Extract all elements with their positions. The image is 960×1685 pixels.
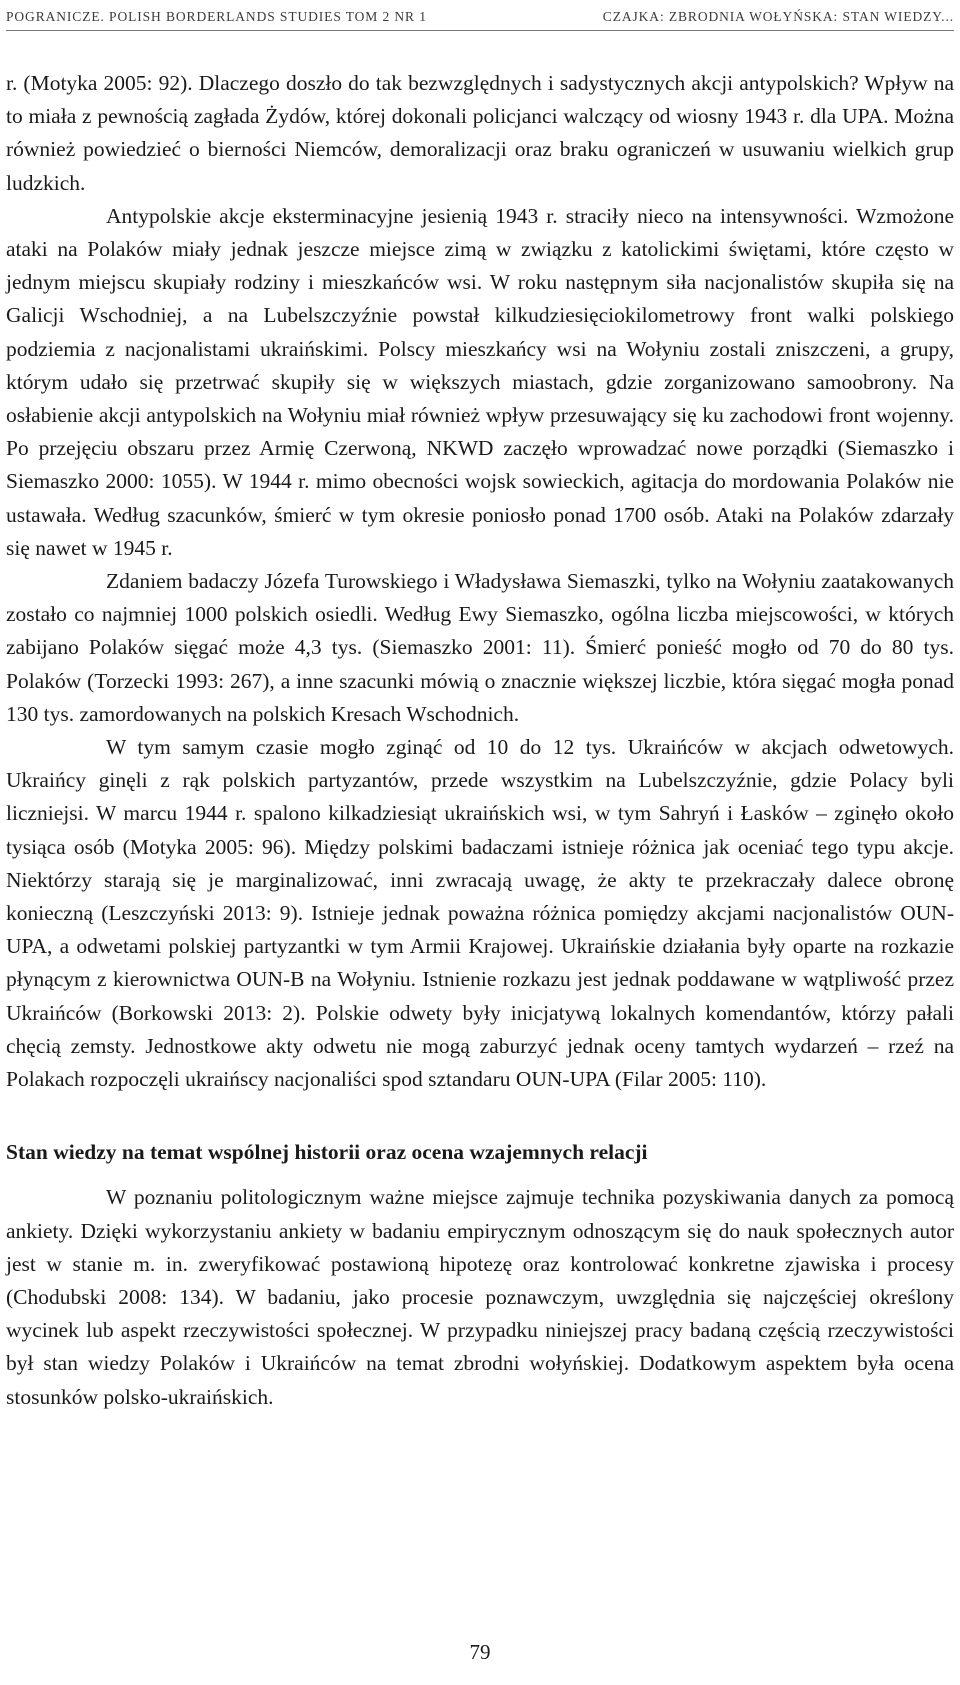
paragraph: W tym samym czasie mogło zginąć od 10 do 12 tys. Ukraińców w akcjach odwetowych. Ukraińcy ginęli z rąk polskich partyzantów, przede wszystkim na Lubelszczyźnie, gdzie Polacy byli liczniejsi. W marcu 1944 r. spalono kilkadziesiąt ukraińskich wsi, w tym Sahryń i Łasków – zginęło około tysiąca osób (Motyka 2005: 96). Między polskimi badaczami istnieje różnica jak oceniać tego typu akcje. Niektórzy starają się je marginalizować, inni zwracają uwagę, że akty te przekraczały dalece obronę konieczną (Leszczyński 2013: 9). Istnieje jednak poważna różnica pomiędzy akcjami nacjonalistów OUN-UPA, a odwetami polskiej partyzantki w tym Armii Krajowej. Ukraińskie działania były oparte na rozkazie płynącym z kierownictwa OUN-B na Wołyniu. Istnienie rozkazu jest jednak poddawane w wątpliwość przez Ukraińców (Borkowski 2013: 2). Polskie odwety były inicjatywą lokalnych komendantów, którzy pałali chęcią zemsty. Jednostkowe akty odwetu nie mogą zaburzyć jednak oceny tamtych wydarzeń – rzeź na Polakach rozpoczęli ukraińscy nacjonaliści spod sztandaru OUN-UPA (Filar 2005: 110). [6, 735, 954, 1092]
paragraph: Antypolskie akcje eksterminacyjne jesienią 1943 r. straciły nieco na intensywności. Wzmożone ataki na Polaków miały jednak jeszcze miejsce zimą w związku z katolickimi świętami, które często w jednym miejscu skupiały rodziny i mieszkańców wsi. W roku następnym siła nacjonalistów skupiła się na Galicji Wschodniej, a na Lubelszczyźnie powstał kilkudziesięciokilometrowy front walki polskiego podziemia z nacjonalistami ukraińskimi. Polscy mieszkańcy wsi na Wołyniu zostali zniszczeni, a grupy, którym udało się przetrwać skupiły się w większych miastach, gdzie zorganizowano samoobrony. Na osłabienie akcji antypolskich na Wołyniu miał również wpływ przesuwający się ku zachodowi front wojenny. Po przejęciu obszaru przez Armię Czerwoną, NKWD zaczęło wprowadzać nowe porządki (Siemaszko i Siemaszko 2000: 1055). W 1944 r. mimo obecności wojsk sowieckich, agitacja do mordowania Polaków nie ustawała. Według szacunków, śmierć w tym okresie poniosło ponad 1700 osób. Ataki na Polaków zdarzały się nawet w 1945 r. [6, 203, 954, 560]
header-journal-title: POGRANICZE. POLISH BORDERLANDS STUDIES TOM 2 NR 1 [6, 9, 427, 24]
header-article-title: CZAJKA: ZBRODNIA WOŁYŃSKA: STAN WIEDZY... [602, 9, 954, 24]
page-number: 79 [469, 1640, 491, 1664]
article-body [6, 67, 954, 1414]
header-divider [6, 30, 954, 31]
paragraph: Zdaniem badaczy Józefa Turowskiego i Władysława Siemaszki, tylko na Wołyniu zaatakowanych zostało co najmniej 1000 polskich osiedli. Według Ewy Siemaszko, ogólna liczba miejscowości, w których zabijano Polaków sięgać może 4,3 tys. (Siemaszko 2001: 11). Śmierć ponieść mogło od 70 do 80 tys. Polaków (Torzecki 1993: 267), a inne szacunki mówią o znacznie większej liczbie, która sięgać mogła ponad 130 tys. zamordowanych na polskich Kresach Wschodnich. [6, 569, 954, 726]
paragraph: W poznaniu politologicznym ważne miejsce zajmuje technika pozyskiwania danych za pomocą ankiety. Dzięki wykorzystaniu ankiety w badaniu empirycznym odnoszącym się do nauk społecznych autor jest w stanie m. in. zweryfikować postawioną hipotezę oraz kontrolować konkretne zjawiska i procesy (Chodubski 2008: 134). W badaniu, jako procesie poznawczym, uwzględnia się najczęściej określony wycinek lub aspekt rzeczywistości społecznej. W przypadku niniejszej pracy badaną częścią rzeczywistości był stan wiedzy Polaków i Ukraińców na temat zbrodni wołyńskiej. Dodatkowym aspektem była ocena stosunków polsko-ukraińskich. [6, 1185, 954, 1409]
paragraph-continued: r. (Motyka 2005: 92). Dlaczego doszło do tak bezwzględnych i sadystycznych akcji antypolskich? Wpływ na to miała z pewnością zagłada Żydów, której dokonali policjanci walczący od wiosny 1943 r. dla UPA. Można również powiedzieć o bierności Niemców, demoralizacji oraz braku ograniczeń w usuwaniu wielkich grup ludzkich. [6, 71, 954, 195]
running-header [6, 2, 954, 32]
section-heading: Stan wiedzy na temat wspólnej historii oraz ocena wzajemnych relacji [6, 1140, 648, 1165]
